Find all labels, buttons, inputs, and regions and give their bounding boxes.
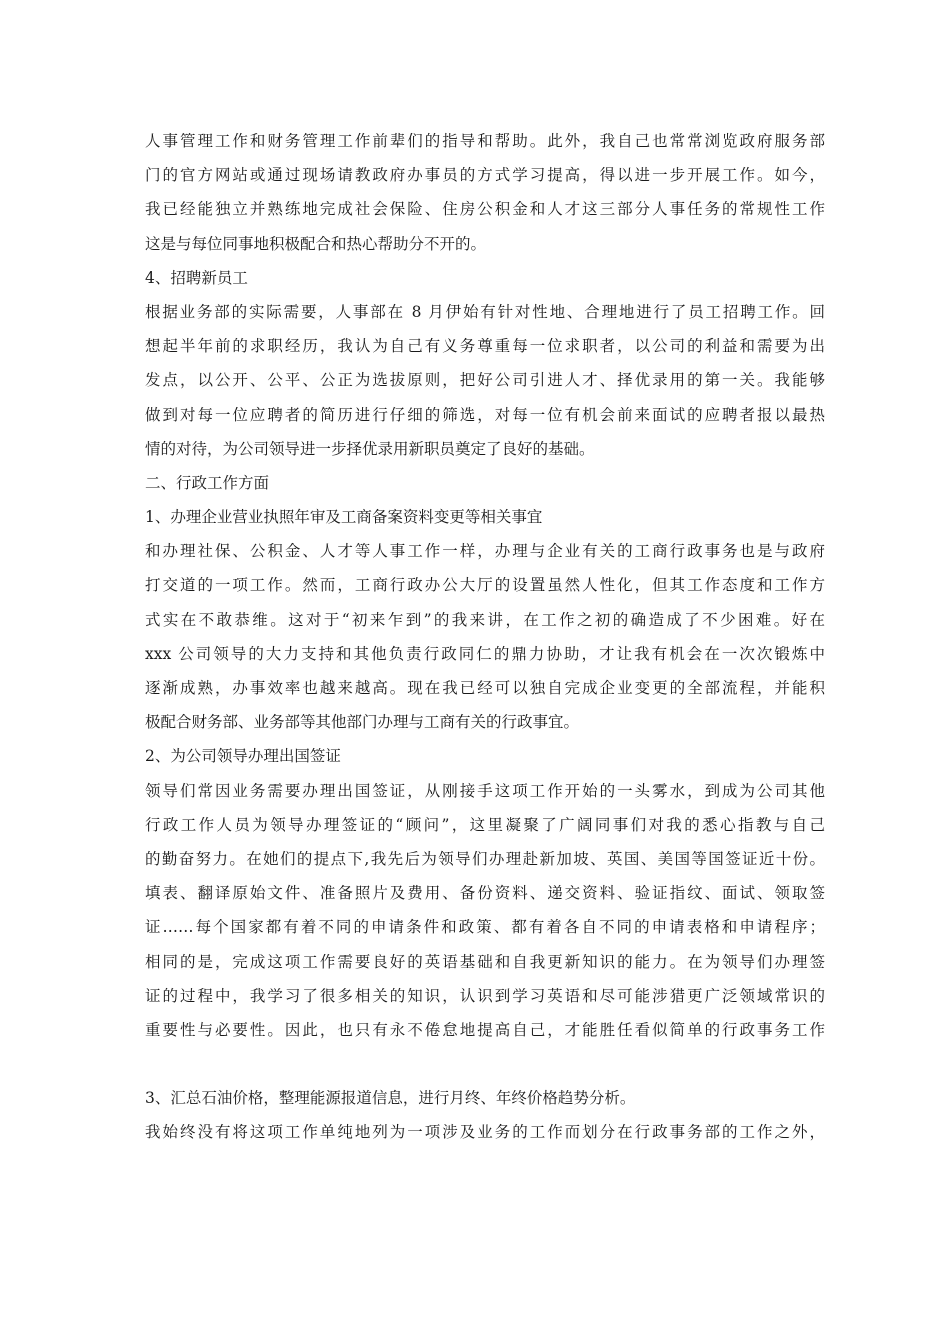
paragraph-line: 打交道的一项工作。然而，工商行政办公大厅的设置虽然人性化，但其工作态度和工作方	[145, 576, 825, 595]
paragraph-line: 式实在不敢恭维。这对于“初来乍到”的我来讲，在工作之初的确造成了不少困难。好在	[145, 610, 825, 629]
paragraph-line: 做到对每一位应聘者的简历进行仔细的筛选，对每一位有机会前来面试的应聘者报以最热	[145, 405, 825, 424]
paragraph-line: 门的官方网站或通过现场请教政府办事员的方式学习提高，得以进一步开展工作。如今，	[145, 166, 825, 185]
paragraph-line: 的勤奋努力。在她们的提点下,我先后为领导们办理赴新加坡、英国、美国等国签证近十份。	[145, 849, 825, 868]
paragraph-line: 极配合财务部、业务部等其他部门办理与工商有关的行政事宜。	[145, 713, 580, 732]
paragraph-line: 证的过程中，我学习了很多相关的知识，认识到学习英语和尽可能涉猎更广泛领域常识的	[145, 986, 825, 1005]
paragraph-line: 人事管理工作和财务管理工作前辈们的指导和帮助。此外，我自己也常常浏览政府服务部	[145, 132, 825, 150]
section-heading: 4、招聘新员工	[145, 268, 248, 287]
section-heading: 2、为公司领导办理出国签证	[145, 747, 341, 766]
paragraph-line: 想起半年前的求职经历，我认为自己有义务尊重每一位求职者，以公司的利益和需要为出	[145, 337, 825, 356]
paragraph-line: 行政工作人员为领导办理签证的“顾问”，这里凝聚了广阔同事们对我的悉心指教与自己	[145, 815, 825, 834]
section-heading: 1、办理企业营业执照年审及工商备案资料变更等相关事宜	[145, 508, 543, 527]
paragraph-line: 相同的是，完成这项工作需要良好的英语基础和自我更新知识的能力。在为领导们办理签	[145, 952, 825, 971]
paragraph-line: 填表、翻译原始文件、准备照片及费用、备份资料、递交资料、验证指纹、面试、领取签	[145, 884, 825, 903]
document-body	[145, 124, 825, 1150]
paragraph-line: 情的对待，为公司领导进一步择优录用新职员奠定了良好的基础。	[145, 439, 595, 458]
paragraph-line: 领导们常因业务需要办理出国签证，从刚接手这项工作开始的一头雾水，到成为公司其他	[145, 781, 825, 800]
paragraph-line: 和办理社保、公积金、人才等人事工作一样，办理与企业有关的工商行政事务也是与政府	[145, 542, 825, 561]
paragraph-line: xxx 公司领导的大力支持和其他负责行政同仁的鼎力协助，才让我有机会在一次次锻炼中	[145, 644, 825, 663]
paragraph-line: 发点，以公开、公平、公正为选拔原则，把好公司引进人才、择优录用的第一关。我能够	[145, 371, 825, 390]
paragraph-line: 我始终没有将这项工作单纯地列为一项涉及业务的工作而划分在行政事务部的工作之外，	[145, 1123, 825, 1142]
paragraph-line: 这是与每位同事地积极配合和热心帮助分不开的。	[145, 234, 487, 253]
blank-line	[145, 1047, 825, 1081]
paragraph-line: 我已经能独立并熟练地完成社会保险、住房公积金和人才这三部分人事任务的常规性工作	[145, 200, 825, 219]
section-heading: 二、行政工作方面	[145, 473, 270, 492]
paragraph-line: 重要性与必要性。因此，也只有永不倦怠地提高自己，才能胜任看似简单的行政事务工作	[145, 1020, 825, 1039]
paragraph-line: 证……每个国家都有着不同的申请条件和政策、都有着各自不同的申请表格和申请程序；	[145, 918, 825, 937]
section-heading: 3、汇总石油价格，整理能源报道信息，进行月终、年终价格趋势分析。	[145, 1089, 636, 1108]
paragraph-line: 逐渐成熟，办事效率也越来越高。现在我已经可以独自完成企业变更的全部流程，并能积	[145, 679, 825, 697]
paragraph-line: 根据业务部的实际需要，人事部在 8 月伊始有针对性地、合理地进行了员工招聘工作。回	[145, 302, 825, 321]
